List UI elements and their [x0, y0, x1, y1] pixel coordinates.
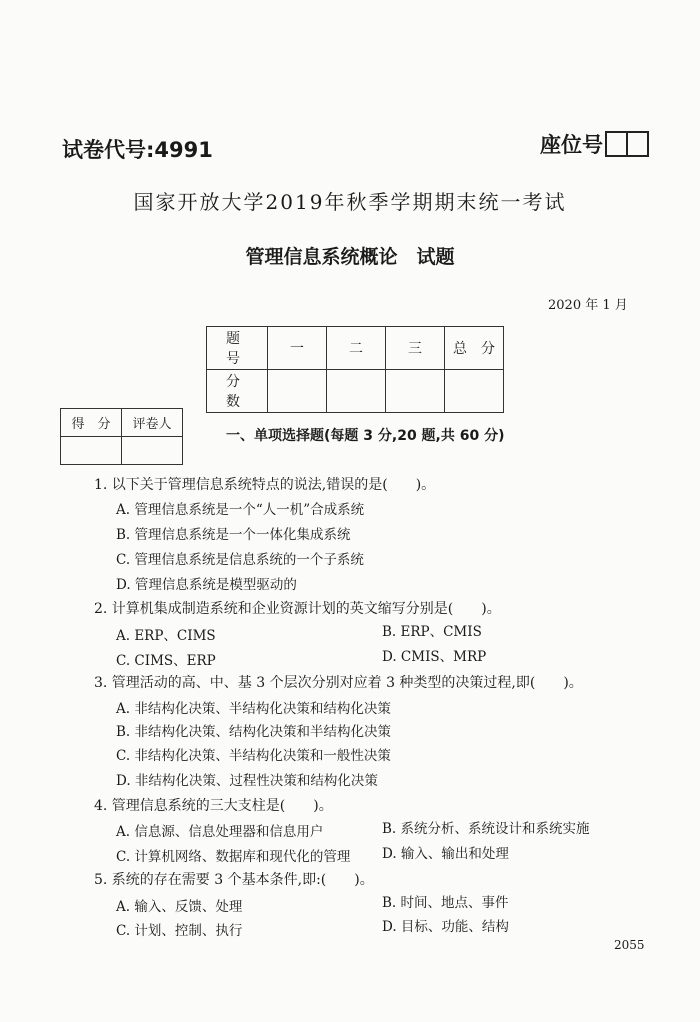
- question-option: C. 管理信息系统是信息系统的一个子系统: [116, 552, 364, 568]
- paper-code: 试卷代号:4991: [62, 138, 213, 162]
- question-option: C. 非结构化决策、半结构化决策和一般性决策: [116, 748, 391, 764]
- question-option: B. 系统分析、系统设计和系统实施: [382, 821, 590, 837]
- grader-header-score: 得 分: [61, 409, 122, 437]
- question-stem: 3. 管理活动的高、中、基 3 个层次分别对应着 3 种类型的决策过程,即( )。: [94, 675, 583, 691]
- score-table-header: 二: [327, 327, 386, 370]
- page-number: 2055: [614, 938, 645, 952]
- question-option: A. 管理信息系统是一个“人一机”合成系统: [116, 502, 365, 518]
- section-title: 一、单项选择题(每题 3 分,20 题,共 60 分): [226, 428, 505, 444]
- score-table-header: 一: [268, 327, 327, 370]
- seat-number-box[interactable]: [605, 131, 649, 157]
- question-option: D. 目标、功能、结构: [382, 919, 509, 935]
- question-option: C. CIMS、ERP: [116, 653, 216, 669]
- question-option: D. CMIS、MRP: [382, 649, 487, 665]
- paper-title: 管理信息系统概论 试题: [245, 246, 455, 268]
- seat-number: [540, 129, 649, 159]
- question-option: D. 非结构化决策、过程性决策和结构化决策: [116, 773, 378, 789]
- question-stem: 1. 以下关于管理信息系统特点的说法,错误的是( )。: [94, 477, 436, 493]
- score-row-label: 分 数: [207, 370, 268, 413]
- question-option: B. 时间、地点、事件: [382, 895, 509, 911]
- grader-header-reviewer: 评卷人: [122, 409, 183, 437]
- score-cell: [386, 370, 445, 413]
- question-option: A. 非结构化决策、半结构化决策和结构化决策: [116, 701, 391, 717]
- exam-title: 国家开放大学2019年秋季学期期末统一考试: [133, 190, 567, 214]
- score-cell: [445, 370, 504, 413]
- question-stem: 2. 计算机集成制造系统和企业资源计划的英文缩写分别是( )。: [94, 601, 501, 617]
- question-option: A. ERP、CIMS: [116, 628, 216, 644]
- question-option: A. 输入、反馈、处理: [116, 899, 243, 915]
- question-stem: 4. 管理信息系统的三大支柱是( )。: [94, 798, 333, 814]
- seat-label: 座位号: [540, 133, 603, 157]
- question-option: C. 计划、控制、执行: [116, 923, 243, 939]
- exam-date: 2020 年 1 月: [548, 298, 628, 313]
- question-option: D. 管理信息系统是模型驱动的: [116, 577, 297, 593]
- score-table-header: 总 分: [445, 327, 504, 370]
- question-option: B. 管理信息系统是一个一体化集成系统: [116, 527, 351, 543]
- question-stem: 5. 系统的存在需要 3 个基本条件,即:( )。: [94, 872, 374, 888]
- grader-table: [60, 408, 183, 465]
- grader-cell: [122, 437, 183, 465]
- question-option: D. 输入、输出和处理: [382, 846, 509, 862]
- grader-cell: [61, 437, 122, 465]
- question-option: A. 信息源、信息处理器和信息用户: [116, 824, 324, 840]
- question-option: B. ERP、CMIS: [382, 624, 482, 640]
- score-cell: [268, 370, 327, 413]
- score-table: [206, 326, 504, 413]
- score-table-header: 题 号: [207, 327, 268, 370]
- score-table-header: 三: [386, 327, 445, 370]
- score-cell: [327, 370, 386, 413]
- question-option: B. 非结构化决策、结构化决策和半结构化决策: [116, 724, 392, 740]
- question-option: C. 计算机网络、数据库和现代化的管理: [116, 849, 351, 865]
